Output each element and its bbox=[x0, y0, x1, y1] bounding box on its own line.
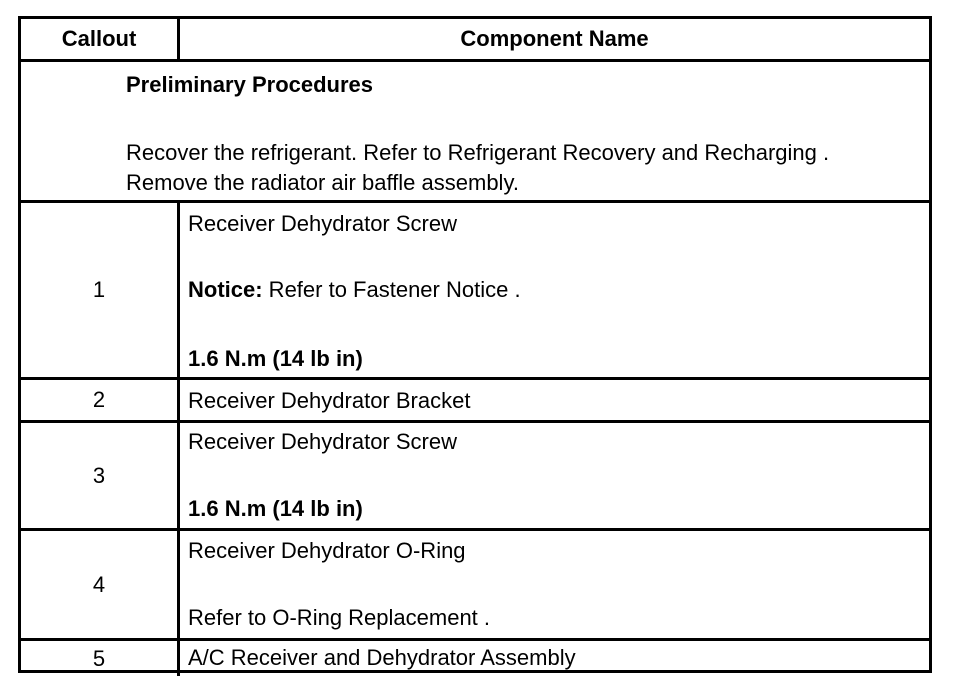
callout-number: 5 bbox=[21, 641, 180, 676]
callout-number: 2 bbox=[21, 380, 180, 420]
component-cell bbox=[180, 641, 929, 676]
component-name-column-header: Component Name bbox=[460, 26, 649, 51]
notice-line bbox=[188, 277, 521, 303]
component-name: A/C Receiver and Dehydrator Assembly bbox=[188, 645, 576, 670]
component-name: Receiver Dehydrator O-Ring bbox=[188, 538, 466, 563]
o-ring-note: Refer to O-Ring Replacement . bbox=[188, 605, 491, 630]
callout-number: 4 bbox=[21, 531, 180, 638]
table-row bbox=[21, 420, 929, 528]
component-cell bbox=[180, 380, 929, 420]
callout-number: 3 bbox=[21, 423, 180, 528]
table-row bbox=[21, 377, 929, 420]
torque-spec: 1.6 N.m (14 lb in) bbox=[188, 346, 363, 371]
preliminary-procedures-row bbox=[21, 59, 929, 200]
notice-text: Refer to Fastener Notice . bbox=[262, 277, 521, 302]
procedure-table bbox=[18, 16, 932, 673]
component-name: Receiver Dehydrator Screw bbox=[188, 429, 457, 454]
preliminary-procedures-title: Preliminary Procedures bbox=[126, 72, 374, 97]
preliminary-step-recover-refrigerant: Recover the refrigerant. Refer to Refrigerant Recovery and Recharging . bbox=[126, 140, 830, 165]
callout-number: 1 bbox=[21, 203, 180, 377]
table-row bbox=[21, 200, 929, 377]
callout-column-header: Callout bbox=[21, 19, 180, 59]
notice-label: Notice: bbox=[188, 277, 263, 302]
component-cell bbox=[180, 423, 929, 528]
component-cell bbox=[180, 203, 929, 377]
preliminary-step-remove-baffle: Remove the radiator air baffle assembly. bbox=[126, 170, 519, 195]
component-name: Receiver Dehydrator Screw bbox=[188, 211, 457, 236]
component-name: Receiver Dehydrator Bracket bbox=[188, 388, 471, 413]
component-cell bbox=[180, 531, 929, 638]
table-row bbox=[21, 528, 929, 638]
table-row bbox=[21, 638, 929, 676]
table-header-row bbox=[21, 19, 929, 59]
torque-spec: 1.6 N.m (14 lb in) bbox=[188, 496, 363, 521]
